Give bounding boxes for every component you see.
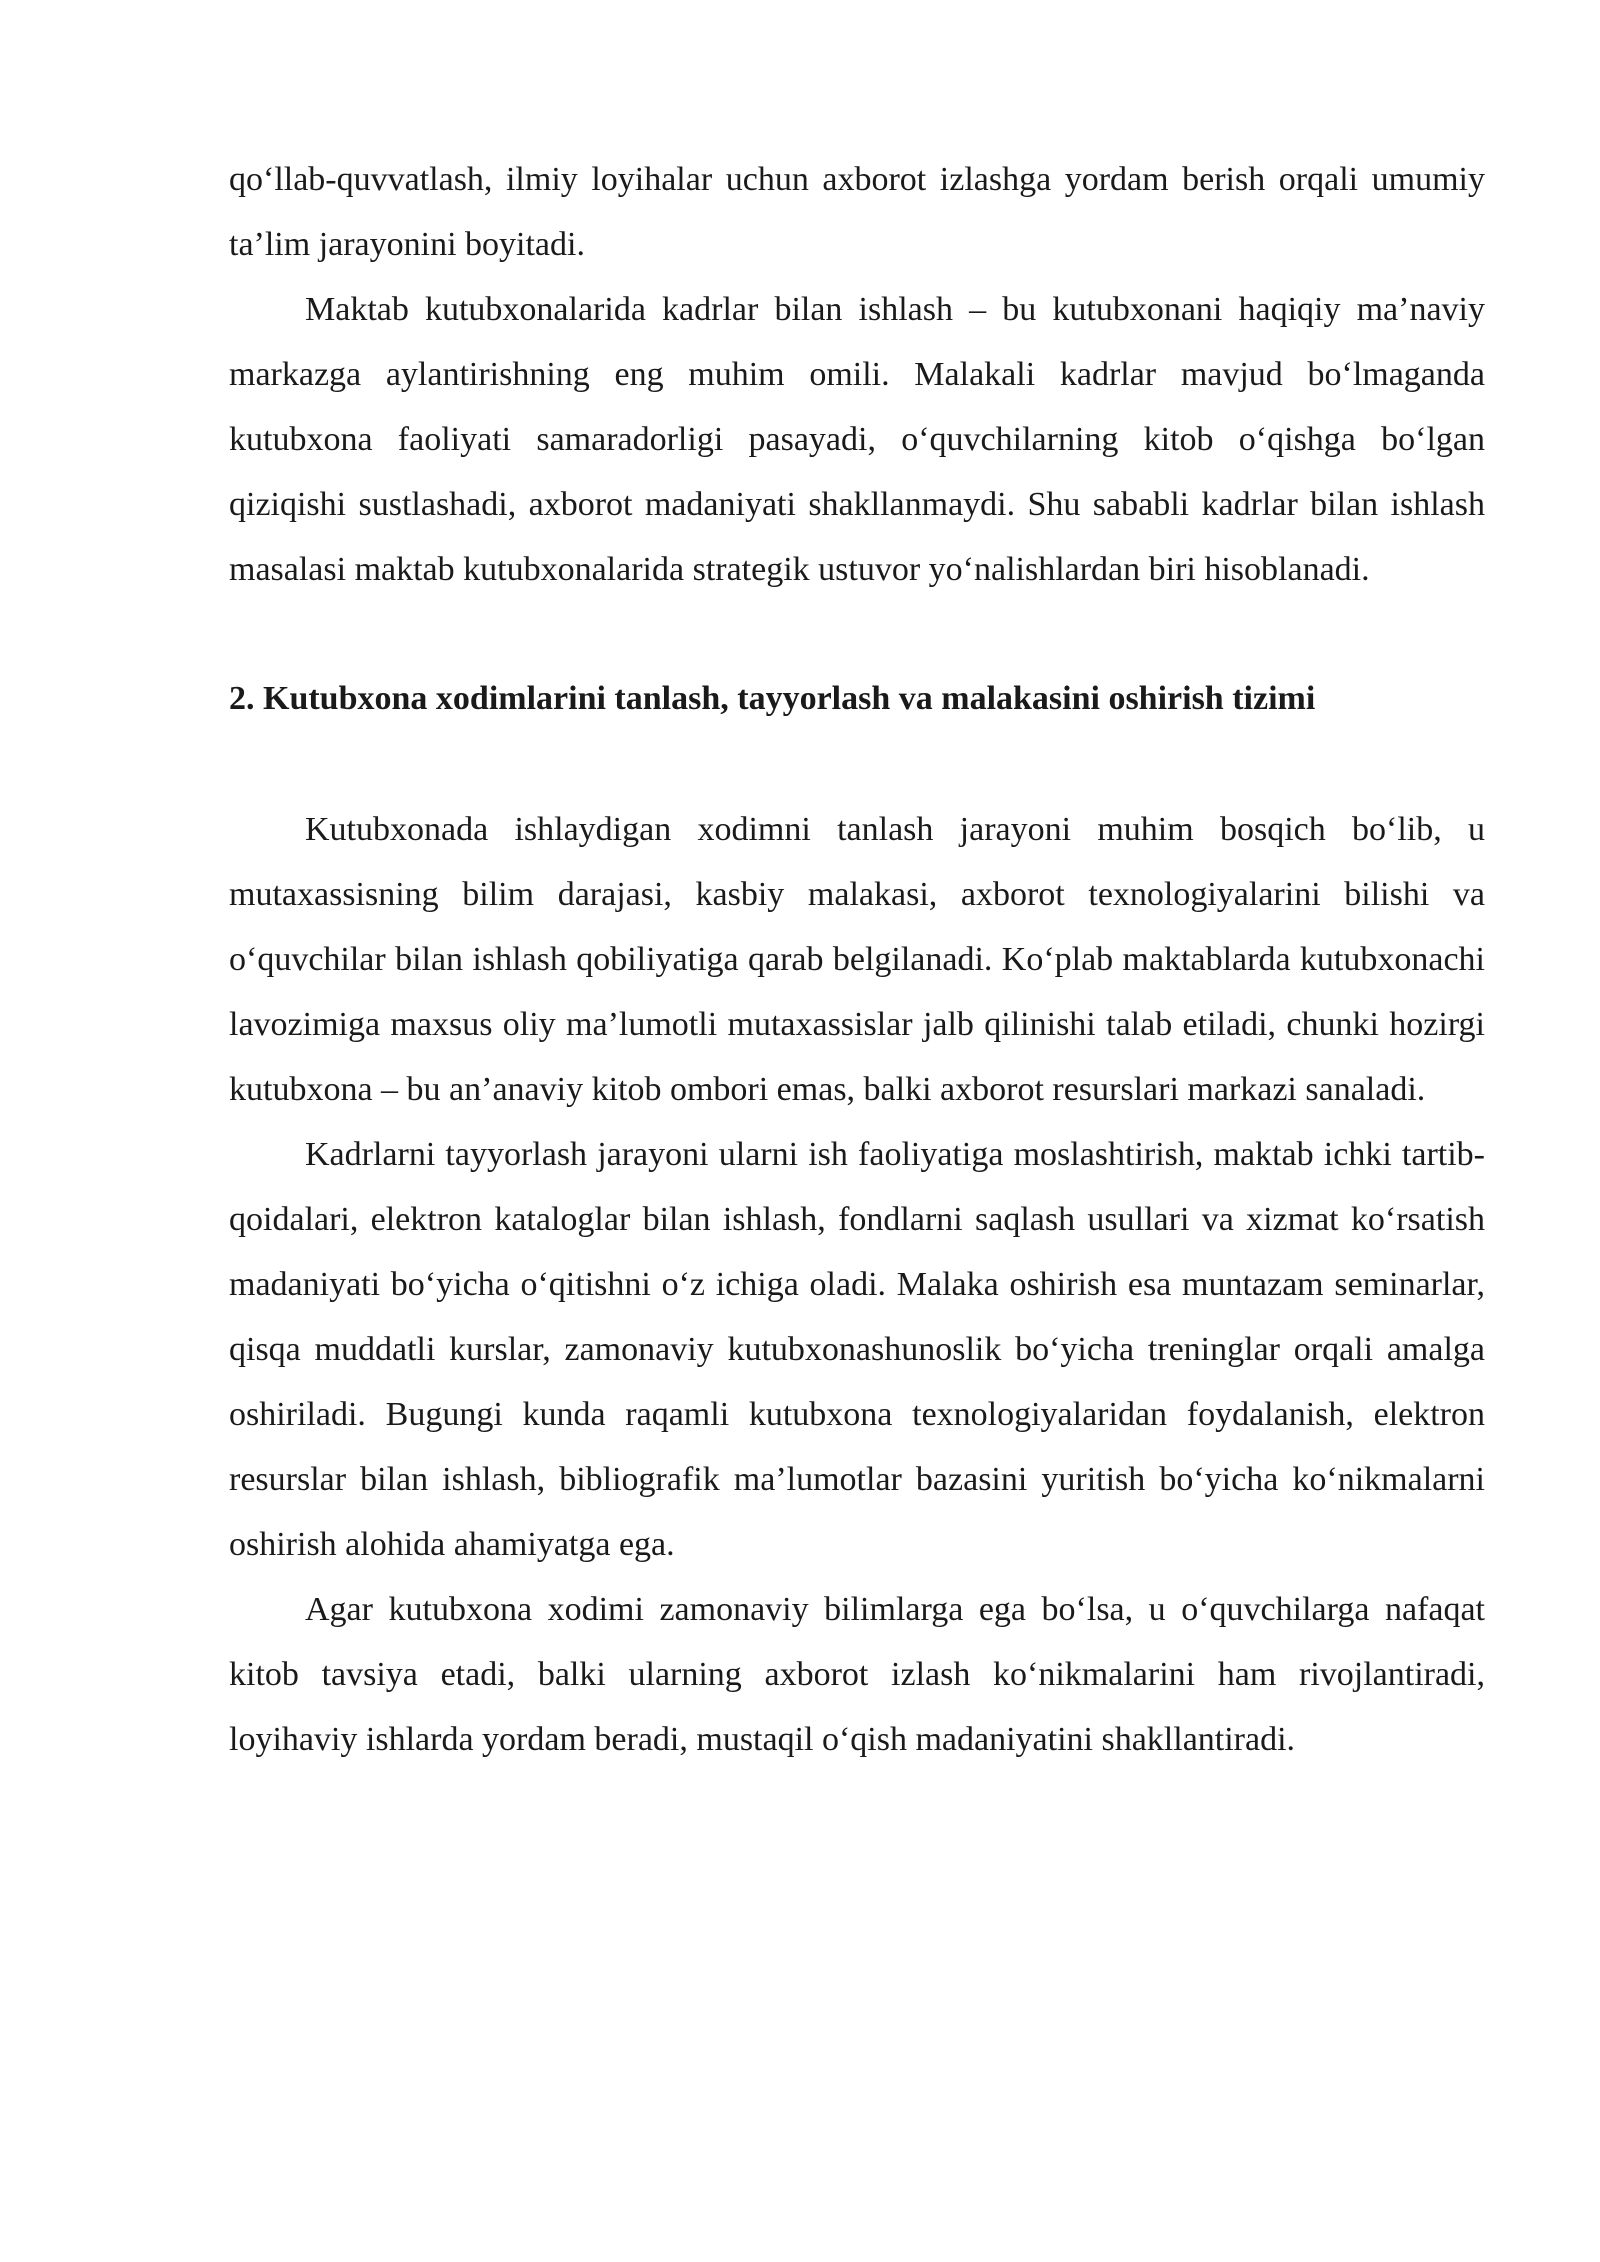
- document-page: [229, 147, 1485, 1772]
- paragraph-training: Kadrlarni tayyorlash jarayoni ularni ish faoliyatiga moslashtirish, maktab ichki tartib-qoidalari, elektron kataloglar bilan ishlash, fondlarni saqlash usullari va xizmat ko‘rsatish madaniyati bo‘yicha o‘qitishni o‘z ichiga oladi. Malaka oshirish esa muntazam seminarlar, qisqa muddatli kurslar, zamonaviy kutubxonashunoslik bo‘yicha treninglar orqali amalga oshiriladi. Bugungi kunda raqamli kutubxona texnologiyalaridan foydalanish, elektron resurslar bilan ishlash, bibliografik ma’lumotlar bazasini yuritish bo‘yicha ko‘nikmalarni oshirish alohida ahamiyatga ega.: [229, 1136, 1485, 1563]
- paragraph-modern-knowledge: Agar kutubxona xodimi zamonaviy bilimlarga ega bo‘lsa, u o‘quvchilarga nafaqat kitob tavsiya etadi, balki ularning axborot izlash ko‘nikmalarini ham rivojlantiradi, loyihaviy ishlarda yordam beradi, mustaqil o‘qish madaniyatini shakllantiradi.: [229, 1591, 1485, 1758]
- section-heading: 2. Kutubxona xodimlarini tanlash, tayyorlash va malakasini oshirish tizimi: [229, 680, 1316, 717]
- spacer: [229, 731, 1485, 797]
- paragraph-continuation: qo‘llab-quvvatlash, ilmiy loyihalar uchun axborot izlashga yordam berish orqali umumiy ta’lim jarayonini boyitadi.: [229, 161, 1485, 263]
- spacer: [229, 602, 1485, 666]
- paragraph-selection: Kutubxonada ishlaydigan xodimni tanlash jarayoni muhim bosqich bo‘lib, u mutaxassisning bilim darajasi, kasbiy malakasi, axborot texnologiyalarini bilishi va o‘quvchilar bilan ishlash qobiliyatiga qarab belgilanadi. Ko‘plab maktablarda kutubxonachi lavozimiga maxsus oliy ma’lumotli mutaxassislar jalb qilinishi talab etiladi, chunki hozirgi kutubxona – bu an’anaviy kitob ombori emas, balki axborot resurslari markazi sanaladi.: [229, 811, 1485, 1108]
- paragraph-kadrlar-importance: Maktab kutubxonalarida kadrlar bilan ishlash – bu kutubxonani haqiqiy ma’naviy markazga aylantirishning eng muhim omili. Malakali kadrlar mavjud bo‘lmaganda kutubxona faoliyati samaradorligi pasayadi, o‘quvchilarning kitob o‘qishga bo‘lgan qiziqishi sustlashadi, axborot madaniyati shakllanmaydi. Shu sababli kadrlar bilan ishlash masalasi maktab kutubxonalarida strategik ustuvor yo‘nalishlardan biri hisoblanadi.: [229, 291, 1485, 588]
